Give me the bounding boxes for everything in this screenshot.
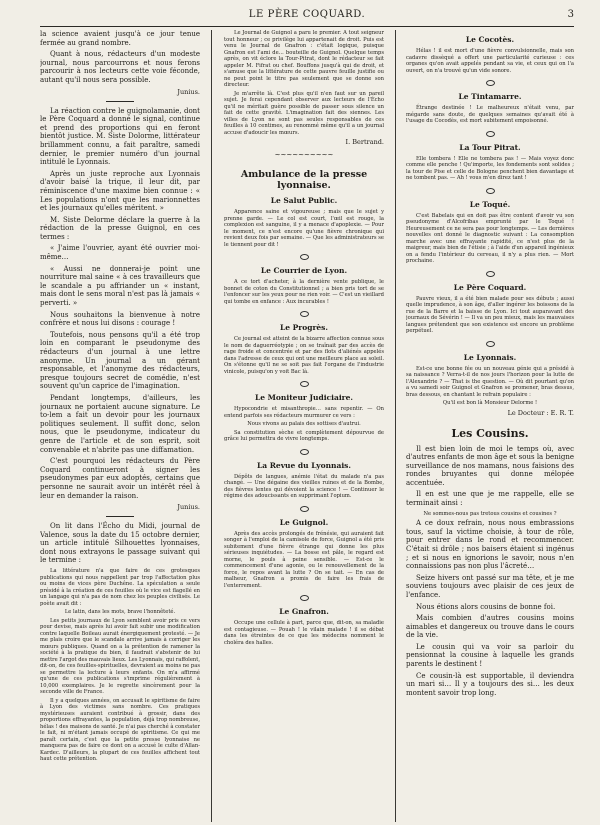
paragraph: Nous étions alors cousins de bonne foi. xyxy=(416,602,556,611)
subsection-heading: Le Toqué. xyxy=(469,199,511,209)
quoted-verse: Nous vivons au palais des sottises d'autrui. xyxy=(247,421,361,427)
signature: Le Docteur : E. R. T. xyxy=(507,408,574,417)
paragraph: la science avaient jusqu'à ce jour tenue fermée au grand nombre. xyxy=(40,30,200,47)
subsection-heading: Le Père Coquard. xyxy=(453,282,527,292)
quoted-paragraph: Il y a quelques années, on accusait le spiritisme de faire à Lyon des victimes sans nombre. Ces pratiques mystérieuses auraient contribué à grossir, dans des proportions effrayantes, la population, déjà trop nombreuse, hélas ! des maisons de santé. Je n'ai pas cherché à constater le fait, ni m'étant jamais occupé de spiritisme. Ce qui me paraît certain, c'est que la petite presse lyonnaise ne manquera pas de faire ce dont on a accusé le culte d'Allan-Kardec. D'ailleurs, la plupart de ces feuilles affichent tout haut cette prétention. xyxy=(40,697,200,763)
paragraph: Étrange destinée ! Le malheureux n'était venu, par mégarde sans doute, de quelques semaines qu'avait été à l'usage du Cocodès, est mort subitement empoisonné. xyxy=(406,105,574,124)
subsection-heading: La Tour Pitrat. xyxy=(459,142,521,152)
subsection-heading: Le Tintamarre. xyxy=(458,92,522,101)
paragraph: Pendant longtemps, d'ailleurs, les journaux ne portaient aucune signature. Le to-lem a fait un devoir pour les journaux politiques seulement. Il suffit donc, selon nous, que le pseudonyme, indicateur du genre de l'article et de son esprit, soit convenable et n'abrite pas une diffamation. xyxy=(40,393,200,454)
quoted-paragraph: Je m'arrête là. C'est plus qu'il n'en faut sur un pareil sujet. Je ferai cependant observer aux lecteurs de l'Écho qu'il ne méritait guère possible de passer sous silence un fait de cette gravité. L'imagination fait des siennes. Les villes de Lyon ne sont pas seules responsables de ces feuilles à 10 centimes, au renommé même qu'il a un journal accuse d'adoucir les mœurs. xyxy=(224,90,384,136)
paragraph: A ce doux refrain, nous nous embrassions tous, sauf la victime choisie, à tour de rôle, pour entrer dans le rond et recommencer. C'était si drôle ; nos baisers étaient si ingénus ; et si nous en ignorions le savoir, nous n'en connaissions pas non plus l'âcreté… xyxy=(406,519,574,571)
ornament-divider: ~~~~~~~~~~ xyxy=(274,151,334,159)
ornament-ring xyxy=(486,341,495,347)
paragraph: Après des accès prolongés de frénésie, qui auraient fait songer à l'emploi de la camisole de force, Guignol a été pris subitement d'une fièvre étrange qui donne les plus sérieuses inquiétudes. — La bosse est pâle, le regard est morne, le pouls à peine sensible. — Est-ce le commencement d'une agonie, ou le renouvellement de la force, le repos avant la lutte ? On se tait. — En cas de malheur, Gnafron a promis de faire les frais de l'enterrement. xyxy=(224,530,384,589)
ornament-ring xyxy=(486,188,495,194)
column-rule xyxy=(211,30,212,822)
running-header xyxy=(40,0,574,27)
paragraph: C'est pourquoi les rédacteurs du Père Coquard continueront à signer les pseudonymes par eux adoptés, certains que personne ne saurait avoir un intérêt réel à leur en demander la raison. xyxy=(40,457,200,500)
signature: I. Bertrand. xyxy=(345,138,384,146)
subsection-heading: Le Guignol. xyxy=(279,517,329,527)
quoted-paragraph: La littérature n'a que faire de ces grotesques publications qui nous rappellent par trop l'affectation plus ou moins de vices père Duchêne. La spéculation a seule présidé à la création de ces feuilles où le vice est flagellé en un langage qui n'a pas de nom chez les peuples civilisés. Le poète avait dit : xyxy=(40,568,200,607)
ornament-ring xyxy=(300,506,309,512)
separator-rule xyxy=(106,516,134,517)
subsection-heading: Le Salut Public. xyxy=(270,196,338,205)
paragraph: « Aussi ne donnerai-je point une nourriture mal saine « à ces travailleurs que le scandale a pu affriander un « instant, mais dont le sens moral n'est pas là jamais « perverti. » xyxy=(40,264,200,308)
paragraph: Occupe une cellule à part, parce que, dit-on, sa maladie est contagieuse. — Pouah ! le vilain malade ! il se débat dans les étreintes de ce que les médecins nomment le choléra des halles. xyxy=(224,620,384,646)
signature: Junius. xyxy=(177,503,200,512)
subsection-heading: Le Courrier de Lyon. xyxy=(260,266,348,275)
ornament-ring xyxy=(300,311,309,317)
right-column xyxy=(406,30,574,822)
paragraph: Mais combien d'autres cousins moins aimables et dangereux ou trouve dans le cours de la vie. xyxy=(406,614,574,640)
paragraph: Est-ce une bonne fée ou un nouveau génie qui a présidé à sa naissance ? Verra-t-il de nos jours l'horizon pour la lutte de l'Alexandrie ? — That is the question. — Où dit pourtant qu'on a vu samedi soir Guignol et Gnafron se promener, bras dessus, bras dessous, en chantant le refrain populaire : xyxy=(406,365,574,398)
left-column xyxy=(40,30,200,822)
subsection-heading: Le Lyonnais. xyxy=(463,352,517,362)
paragraph: On lit dans l'Écho du Midi, journal de Valence, sous la date du 15 octobre dernier, un article intitulé Silhouettes lyonnaises, dont nous extrayons le passage suivant qui le termine : xyxy=(40,522,200,565)
quoted-paragraph: Le Journal de Guignol a paru le premier. A tout seigneur tout honneur ; ce privilège lui appartenait de droit. Puis est venu le Journal de Gnafron : c'était logique, puisque Gnafron est l'ami de… bouteille de Guignol. Quelque temps après, on vit éclore la Tour-Pitrat, dont le rédacteur se fait appeler M. Fifrat ou chef. Bouffons jusqu'à qui de droit, et s'amuse que la littérature de cette pauvre feuille justifie ou ne peut point le titre pas seulement que se donne son directeur. xyxy=(224,30,384,88)
quoted-verse: Le latin, dans les mots, brave l'honnêteté. xyxy=(64,609,176,616)
paragraph: Ce cousin-là est supportable, il deviendra un mari si… Il y a toujours des si… les deux montent savoir trop long. xyxy=(406,671,574,697)
section-title: Ambulance de la presse lyonnaise. xyxy=(240,169,368,191)
paragraph: Hélas ! il est mort d'une fièvre convulsionnelle, mais son cadavre dissèqué a offert une particularité curieuse : ces organes qu'on avait appelés pendant sa vie, et ceux qui on l'a ouvert, on n'a trouvé qu'un vide sonore. xyxy=(406,48,574,74)
paragraph: Seize hivers ont passé sur ma tête, et je me souviens toujours avec plaisir de ces jeux de l'enfance. xyxy=(406,573,574,599)
paragraph: Hypocondrie et misanthropie… sans repentir. — On entend parfois ses rédacteurs murmurer ce vers : xyxy=(224,406,384,419)
ornament-ring xyxy=(300,449,309,455)
column-rule xyxy=(395,30,396,822)
subsection-heading: Le Gnafron. xyxy=(279,607,329,616)
quoted-verse: Qu'il est bon là Monsieur Delorme ! xyxy=(442,400,538,406)
separator-rule xyxy=(106,101,134,102)
paragraph: « J'aime l'ouvrier, ayant été ouvrier moi-même… xyxy=(40,244,200,262)
paragraph: Sa constitution sèche et complètement dépourvue de grâce lui permettra de vivre longtemps. xyxy=(224,429,384,442)
paragraph: Nous souhaitons la bienvenue à notre confrère et nous lui disons : courage ! xyxy=(40,310,200,328)
paragraph: Ce journal est atteint de la bizarre affection connue sous le nom de daguerréotypie ; on se traînait par des accès de rage froide et concentrée et par des flots d'aliénés appelés dans l'adresse de ceux qui ont une meilleure place au soleil. On s'étonne qu'il ne se soit pas fait l'organe de l'industrie vinicole, puisqu'on y voit Bac là. xyxy=(224,336,384,375)
quoted-paragraph: Les petits journaux de Lyon semblent avoir pris ce vers pour devise, mais après lui avoir fait subir une modification contre laquelle Boileau aurait énergiquement protesté. — Je me plais croire que le scandale arrive jamais à corriger les mœurs publiques. Quand on a la prétention de ramener la société à la pratique du bien, il faudrait s'abstenir de lui mettre l'argot des mauvais lieux. Les Lyonnais, qui raffolent, dit-on, de ces feuilles-spirituelles, devraient au moins ne pas se permettre la lecture à leurs enfants. On m'a affirmé qu'une de ces publications s'imprime régulièrement à 10,000 exemplaires. Je le regrette sincèrement pour la seconde ville de France. xyxy=(40,617,200,696)
paragraph: Il en est une que je me rappelle, elle se terminait ainsi : xyxy=(406,490,574,508)
paragraph: A ce tort d'acheter, à la dernière vente publique, le bonnet de coton du Constitutionnel ; a bien pris tort de se l'enfoncer sur les yeux pour ne rien voir. — C'est un vieillard qui tombe en enfance : Aux incurables ! xyxy=(224,279,384,305)
newspaper-title: LE PÈRE COQUARD. xyxy=(248,9,366,20)
ornament-ring xyxy=(486,80,495,86)
paragraph: C'est Babelais qui en doit pas être content d'avoir vu son pseudonyme d'Alcofribas emprunté par le Toqué ! Heureusement ce ne sera pas pour longtemps. — Les dernières nouvelles ont donné le diagnostic suivant : La consomption marche avec une effrayante rapidité, ce n'est plus de la maigreur, mais bien de l'étisie ; à l'aide d'un appareil ingénieux on a fendu l'intérieur du cerveau, il n'y a plus rien. — Mort prochaine. xyxy=(406,212,574,264)
ornament-ring xyxy=(300,381,309,387)
ornament-ring xyxy=(300,254,309,260)
paragraph: Il est bien loin de moi le temps où, avec d'autres enfants de mon âge et sous la benigne surveillance de nos mamans, nous faisions des rondes bruyantes qui donne mélopée accentuée. xyxy=(406,444,574,487)
paragraph: Dépôts de langues, anémie l'état du malade n'a pas changé. — Une dégaine des vieilles ruines et de la Bombe, des fièvres lentes qui dévoient la science ! — Continuer le régime des adoucissants en supprimant l'opium. xyxy=(224,473,384,499)
middle-column xyxy=(224,30,384,822)
subsection-heading: Le Moniteur Judiciaire. xyxy=(254,393,354,402)
ornament-ring xyxy=(486,131,495,137)
article-title: Les Cousins. xyxy=(451,426,529,440)
paragraph: Le cousin qui va voir sa parloir du pensionnat la cousine à laquelle les grands parents le destinent ! xyxy=(406,642,574,669)
paragraph: Apparence saine et vigoureuse ; mais que le sujet y prenne garde. — Le col est court, l'œil est rouge, la complexion est sanguine, il y a menace d'apoplexie. — Pour le moment, ce n'est encore qu'une fièvre chronique qui revient deux fois par semaine. — Que les administrateurs se le tiennent pour dit ! xyxy=(224,209,384,248)
signature: Junius. xyxy=(177,87,200,96)
ornament-ring xyxy=(486,271,495,277)
subsection-heading: Le Progrès. xyxy=(279,323,329,332)
paragraph: Toutefois, nous pensons qu'il a été trop loin en comparant le pseudonyme des rédacteurs d'un journal à une lettre anonyme. Un journal a un gérant responsable, et l'anonyme des rédacteurs, presque toujours secret de comédie, n'est souvent qu'un caprice de l'imagination. xyxy=(40,330,200,391)
paragraph: M. Siste Delorme déclare la guerre à la rédaction de la presse Guignol, en ces termes : xyxy=(40,215,200,241)
subsection-heading: La Revue du Lyonnais. xyxy=(256,460,352,470)
paragraph: Pauvre vieux, il a été bien malade pour ses débuts ; aussi quelle imprudence, à son âge, d'aller ingérer les boissons de la rue de la Barre et la baisse de Lyon. Ici tout auparavant des journaux de Sévérin ! — Il va un peu mieux, mais les mauvaises langues prétendent que son existence est encore un problème perpétuel. xyxy=(406,295,574,334)
paragraph: La réaction contre le guignolamanie, dont le Père Coquard a donné le signal, continue et prend des proportions qui en feront bientôt justice. M. Siste Dolorme, littérateur brillamment connu, a fait paraître, samedi dernier, le premier numéro d'un journal intitulé le Lyonnais. xyxy=(40,106,200,167)
quoted-verse: Ne sommes-nous pas tretous cousins et cousines ? xyxy=(423,510,557,517)
paragraph: Après un juste reproche aux Lyonnais d'avoir baisé la trique, il leur dit, par réminiscence d'une maxime bien connue : « Les populations n'ont que les marionnettes et les journaux qu'elles méritent. » xyxy=(40,169,200,213)
paragraph: Quant à nous, rédacteurs d'un modeste journal, nous parcourrons et nous ferons parcourir à nos lecteurs cette voie féconde, autant qu'il nous sera possible. xyxy=(40,50,200,84)
page-number: 3 xyxy=(567,9,574,20)
ornament-ring xyxy=(300,595,309,601)
subsection-heading: Le Cocotès. xyxy=(465,35,515,44)
paragraph: Elle tombera ! Elle ne tombera pas ! — Mais voyez donc comme elle penche ! Qu'importe, les fondements sont solides ; la tour de Pise et celle de Bologne penchent bien davantage et ne tombent pas. — Ah ! vous m'en direz tant ! xyxy=(406,155,574,181)
